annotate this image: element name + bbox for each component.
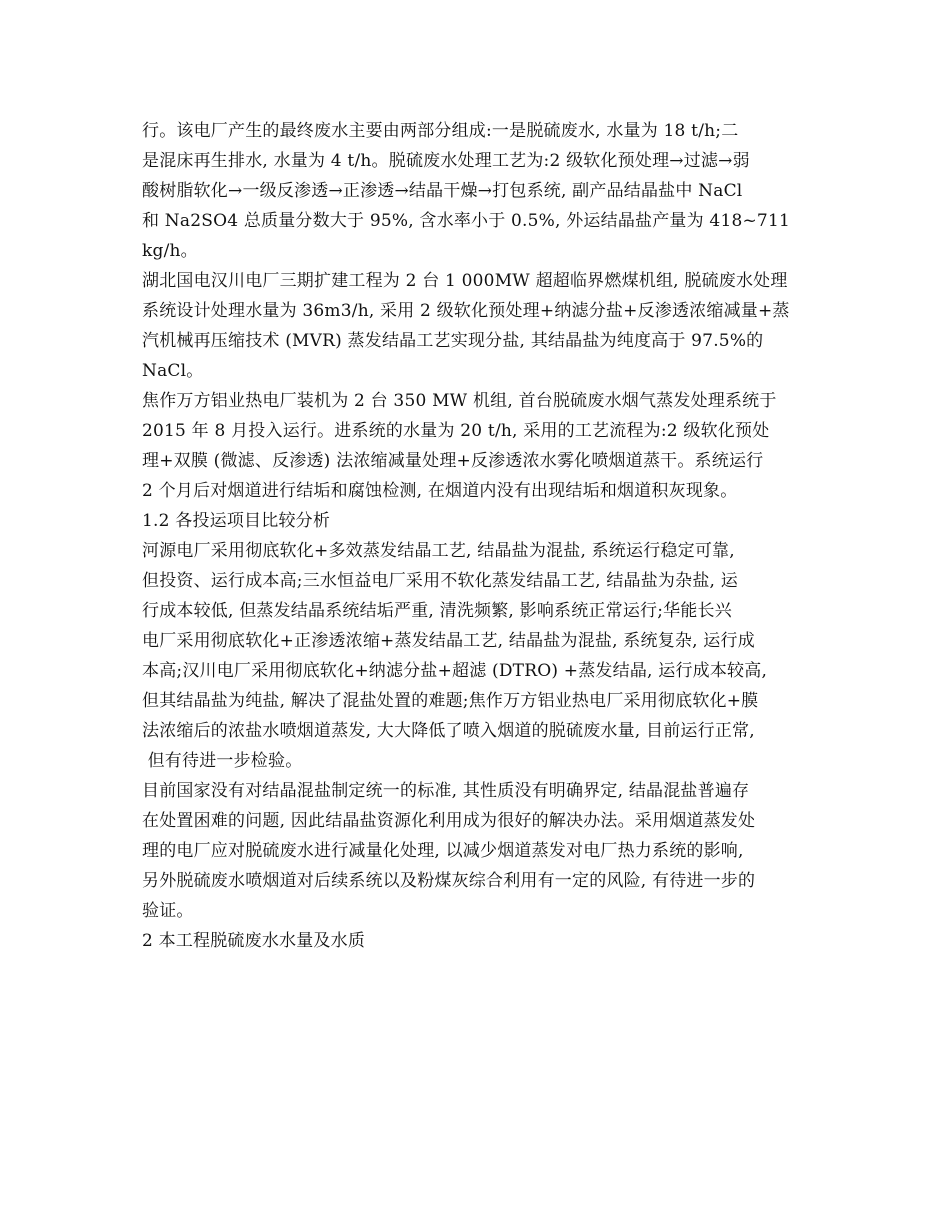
text-line: 行。该电厂产生的最终废水主要由两部分组成:一是脱硫废水, 水量为 18 t/h;二 (142, 121, 739, 141)
text-line: 电厂采用彻底软化+正渗透浓缩+蒸发结晶工艺, 结晶盐为混盐, 系统复杂, 运行成 (142, 631, 755, 651)
text-line: 在处置困难的问题, 因此结晶盐资源化利用成为很好的解决办法。采用烟道蒸发处 (142, 811, 756, 831)
text-line: 目前国家没有对结晶混盐制定统一的标准, 其性质没有明确界定, 结晶混盐普遍存 (142, 781, 750, 801)
text-line: 但其结晶盐为纯盐, 解决了混盐处置的难题;焦作万方铝业热电厂采用彻底软化+膜 (142, 691, 759, 711)
text-line: 酸树脂软化→一级反渗透→正渗透→结晶干燥→打包系统, 副产品结晶盐中 NaCl (142, 181, 743, 201)
text-line: 行成本较低, 但蒸发结晶系统结垢严重, 清洗频繁, 影响系统正常运行;华能长兴 (142, 601, 732, 621)
text-line: 是混床再生排水, 水量为 4 t/h。脱硫废水处理工艺为:2 级软化预处理→过滤→弱 (142, 151, 750, 171)
text-line: 另外脱硫废水喷烟道对后续系统以及粉煤灰综合利用有一定的风险, 有待进一步的 (142, 871, 756, 891)
text-line: 河源电厂采用彻底软化+多效蒸发结晶工艺, 结晶盐为混盐, 系统运行稳定可靠, (142, 541, 735, 561)
text-line: 2015 年 8 月投入运行。进系统的水量为 20 t/h, 采用的工艺流程为:2 级软化预处 (142, 421, 770, 441)
text-line: 本高;汉川电厂采用彻底软化+纳滤分盐+超滤 (DTRO) +蒸发结晶, 运行成本较高, (142, 661, 768, 681)
section-heading: 2 本工程脱硫废水水量及水质 (142, 931, 366, 951)
text-line: 理的电厂应对脱硫废水进行减量化处理, 以减少烟道蒸发对电厂热力系统的影响, (142, 841, 744, 861)
text-line: 湖北国电汉川电厂三期扩建工程为 2 台 1 000MW 超超临界燃煤机组, 脱硫废水处理 (142, 271, 788, 291)
text-line: 验证。 (142, 901, 194, 921)
text-line: 汽机械再压缩技术 (MVR) 蒸发结晶工艺实现分盐, 其结晶盐为纯度高于 97.5%的 (142, 331, 764, 351)
text-line: 法浓缩后的浓盐水喷烟道蒸发, 大大降低了喷入烟道的脱硫废水量, 目前运行正常, (142, 721, 755, 741)
text-line: 但有待进一步检验。 (142, 751, 303, 771)
text-line: 焦作万方铝业热电厂装机为 2 台 350 MW 机组, 首台脱硫废水烟气蒸发处理系统于 (142, 391, 777, 411)
text-line: NaCl。 (142, 361, 204, 381)
text-line: kg/h。 (142, 241, 198, 261)
text-line: 和 Na2SO4 总质量分数大于 95%, 含水率小于 0.5%, 外运结晶盐产量为 418~711 (142, 211, 790, 231)
text-line: 系统设计处理水量为 36m3/h, 采用 2 级软化预处理+纳滤分盐+反渗透浓缩减量+蒸 (142, 301, 790, 321)
text-line: 但投资、运行成本高;三水恒益电厂采用不软化蒸发结晶工艺, 结晶盐为杂盐, 运 (142, 571, 738, 591)
text-line: 理+双膜 (微滤、反渗透) 法浓缩减量处理+反渗透浓水雾化喷烟道蒸干。系统运行 (142, 451, 764, 471)
section-heading: 1.2 各投运项目比较分析 (142, 511, 331, 531)
text-line: 2 个月后对烟道进行结垢和腐蚀检测, 在烟道内没有出现结垢和烟道积灰现象。 (142, 481, 738, 501)
